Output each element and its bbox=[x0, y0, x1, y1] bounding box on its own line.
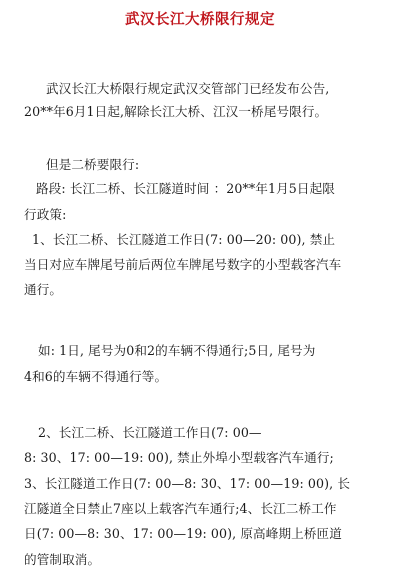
paragraph-line: 4和6的车辆不得通行等。 bbox=[24, 369, 168, 384]
paragraph-line: 20**年6月1日起,解除长江大桥、江汉一桥尾号限行。 bbox=[24, 104, 328, 119]
paragraph-line: 8: 30、17: 00—19: 00), 禁止外埠小型载客汽车通行; bbox=[24, 450, 334, 465]
paragraph-line: 路段: 长江二桥、长江隧道时间 ：20**年1月5日起限 bbox=[36, 181, 335, 196]
paragraph-line: 的管制取消。 bbox=[24, 552, 101, 567]
paragraph-line: 1、长江二桥、长江隧道工作日(7: 00—20: 00), 禁止 bbox=[32, 232, 336, 247]
paragraph-line: 如: 1日, 尾号为0和2的车辆不得通行;5日, 尾号为 bbox=[38, 343, 316, 358]
document-title: 武汉长江大桥限行规定 bbox=[125, 11, 275, 28]
paragraph-line: 江隧道全日禁止7座以上载客汽车通行;4、长江二桥工作 bbox=[24, 501, 337, 516]
paragraph-line: 行政策: bbox=[24, 207, 67, 222]
paragraph-line: 当日对应车牌尾号前后两位车牌尾号数字的小型载客汽车 bbox=[24, 257, 342, 272]
paragraph-line: 3、长江隧道工作日(7: 00—8: 30、17: 00—19: 00), 长 bbox=[24, 476, 351, 491]
paragraph-line: 2、长江二桥、长江隧道工作日(7: 00— bbox=[38, 425, 262, 440]
paragraph-line: 但是二桥要限行: bbox=[46, 157, 140, 172]
paragraph-line: 通行。 bbox=[24, 282, 63, 297]
paragraph-line: 武汉长江大桥限行规定武汉交管部门已经发布公告, bbox=[46, 81, 330, 96]
paragraph-line: 日(7: 00—8: 30、17: 00—19: 00), 原高峰期上桥匝道 bbox=[24, 526, 342, 541]
